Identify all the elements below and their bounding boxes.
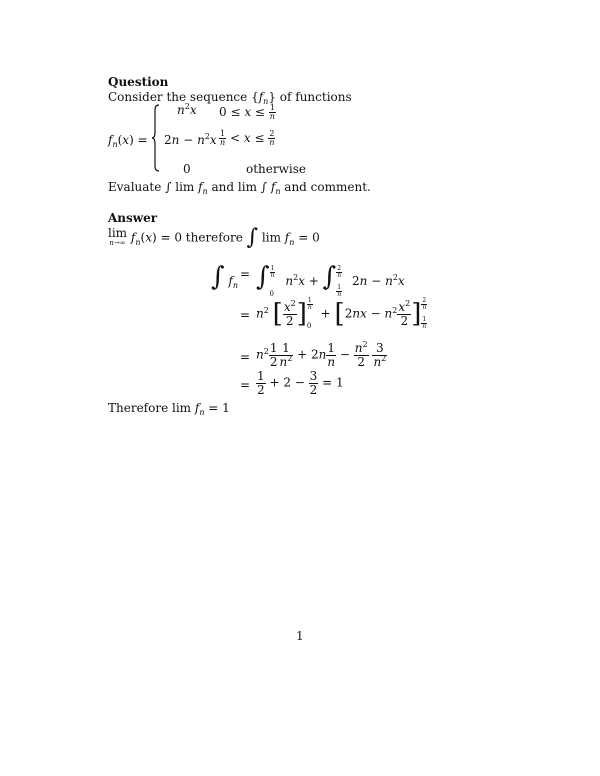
question-instruction: Evaluate ∫ $\lim f_n$ and lim ∫ $f_n$ and comment. <box>108 180 371 196</box>
answer-limit-line: lim n→∞ $f_n(x) = 0$ therefore ∫ $\lim f_n = 0$ <box>108 225 320 250</box>
intro-suffix: of functions <box>279 90 352 104</box>
instruction-and: and <box>211 180 235 194</box>
equation-row-2: = $n^2$ [ $\frac{x^2}{2}$ ] $\frac{1}{n}$ 0 + [$2nx - n^2$ $\frac{x^2}{2}$ ] $\frac{2}{n}$ $\frac{1}{n}$ <box>240 297 427 330</box>
function-label: $f_n(x)$ = <box>108 133 148 149</box>
instruction-end: and comment. <box>284 180 371 194</box>
equation-row-1: ∫ $f_n$ = ∫ $\frac{1}{n}$ 0 $n^2x$ + ∫ $\frac{2}{n}$ $\frac{1}{n}$ $2n - n^2x$ <box>211 262 405 298</box>
piece-1-expr: $n^2x$ <box>177 102 197 117</box>
instruction-evaluate: Evaluate <box>108 180 162 194</box>
question-intro: Consider the sequence $\{f_n\}$ of functions <box>108 90 352 106</box>
piece-3-expr: 0 <box>183 162 191 176</box>
piece-2-condition: $\frac{1}{n}$ < x ≤ $\frac{2}{n}$ <box>220 129 275 147</box>
answer-heading: Answer <box>108 211 158 225</box>
page-number: 1 <box>296 629 304 643</box>
question-heading: Question <box>108 75 169 89</box>
intro-prefix: Consider the sequence <box>108 90 248 104</box>
equation-row-4: = $\frac{1}{2}$ + 2 − $\frac{3}{2}$ = 1 <box>240 369 344 397</box>
left-brace-icon <box>152 104 160 172</box>
equation-row-3: = $n^2$ $\frac{1}{2}$ $\frac{1}{n^2}$ + 2n $\frac{1}{n}$ − $\frac{n^2}{2}$ $\frac{3}{n^2}$ <box>240 340 387 369</box>
piece-2-expr: $2n - n^2x$ <box>164 132 217 147</box>
answer-conclusion: Therefore $\lim f_n = 1$ <box>108 401 230 417</box>
therefore-word: therefore <box>185 230 243 245</box>
piece-3-condition: otherwise <box>246 162 306 176</box>
conclusion-prefix: Therefore <box>108 401 169 415</box>
piece-1-condition: 0 ≤ x ≤ $\frac{1}{n}$ <box>219 103 275 121</box>
